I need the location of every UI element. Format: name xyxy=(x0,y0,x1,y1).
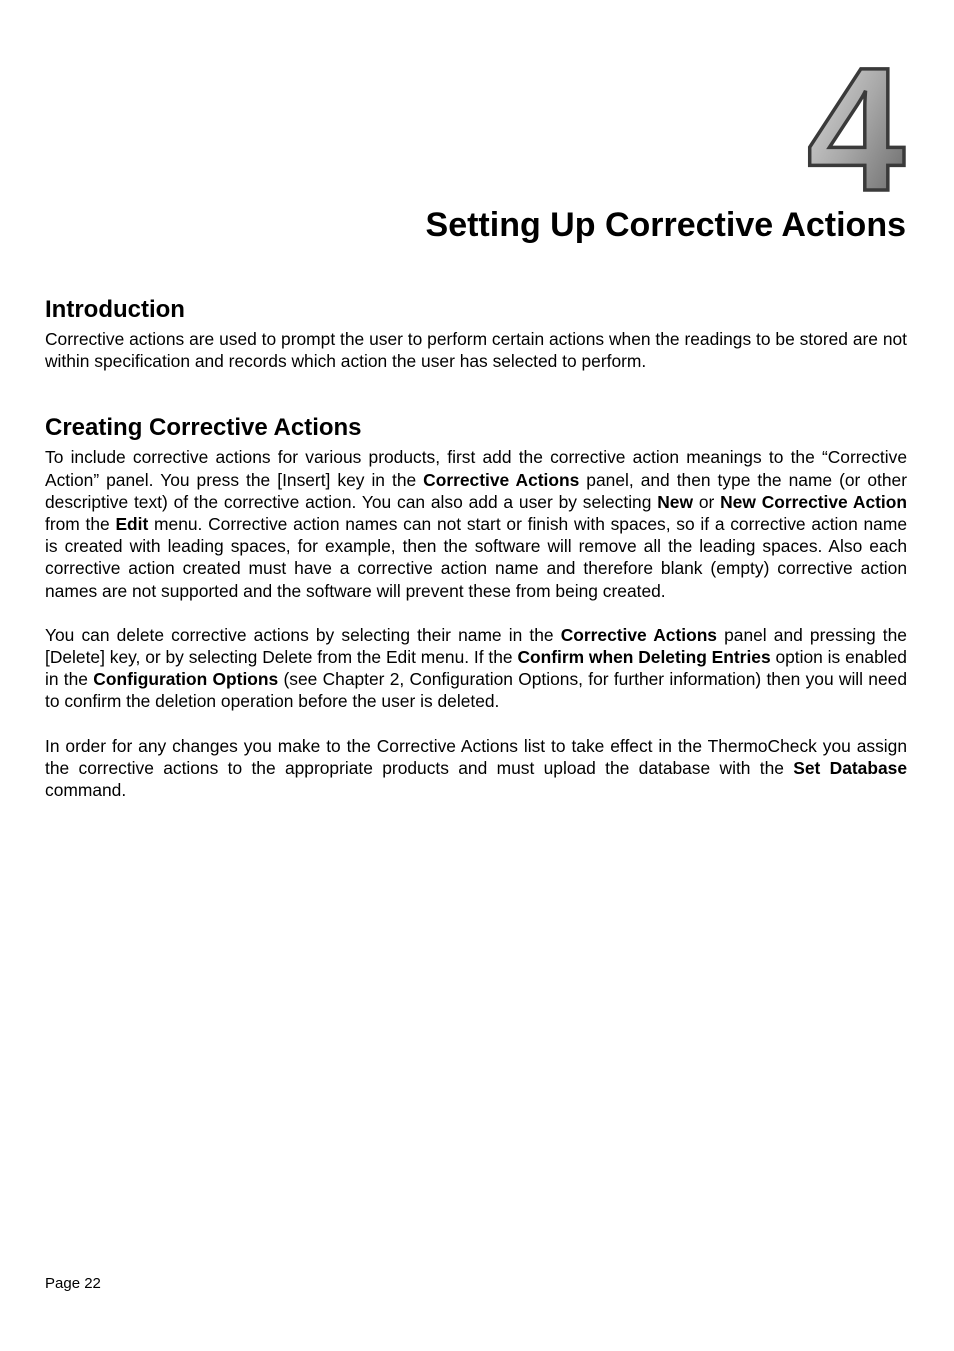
bold-term: Configuration Options xyxy=(93,669,279,690)
bold-term: Corrective Actions xyxy=(560,624,717,645)
text-run: In order for any changes you make to the Corrective Actions list to take effect in the ThermoCheck you assign the corrective actions to the appropriate products and must upload the database with the xyxy=(45,735,907,778)
text-run: from the xyxy=(45,514,116,535)
text-run: Corrective actions are used to prompt the user to perform certain actions when the readings to be stored are not within specification and records which action the user has selected to perform. xyxy=(45,329,907,372)
text-run: option is enabled in the xyxy=(45,647,907,690)
intro-paragraph xyxy=(45,328,907,372)
text-run: To include corrective actions for various products, first add the corrective action meanings to the “Corrective Action” panel. You press the [Insert] key in the xyxy=(45,447,907,490)
bold-term: New xyxy=(657,491,693,512)
chapter-number-text: 4 xyxy=(807,54,905,194)
text-run: panel, and then type the name (or other descriptive text) of the corrective action. You can also add a user by selecting xyxy=(45,469,907,512)
section-heading-creating: Creating Corrective Actions xyxy=(45,414,362,442)
bold-term: Corrective Actions xyxy=(423,469,580,490)
text-run: or xyxy=(693,491,721,512)
page-content xyxy=(45,296,907,801)
creating-paragraph-1 xyxy=(45,446,907,601)
bold-term: New Corrective Action xyxy=(720,491,907,512)
section-heading-introduction: Introduction xyxy=(45,296,185,323)
bold-term: Edit xyxy=(115,514,149,535)
bold-term: Confirm when Deleting Entries xyxy=(517,647,771,668)
text-run: menu. Corrective action names can not start or finish with spaces, so if a corrective action name is created with leading spaces, for example, then the software will remove all the leading spaces. Also each corrective action created must have a corrective action name and therefore blank (empty) corrective action names are not supported and the software will prevent these from being created. xyxy=(45,514,907,601)
text-run: panel and pressing the [Delete] key, or by selecting Delete from the Edit menu. If the xyxy=(45,624,907,668)
text-run: (see Chapter 2, Configuration Options, for further information) then you will need to confirm the deletion operation before the user is deleted. xyxy=(45,669,907,712)
chapter-title: Setting Up Corrective Actions xyxy=(425,206,906,244)
text-run: command. xyxy=(45,780,127,801)
bold-term: Set Database xyxy=(793,757,907,778)
creating-paragraph-3 xyxy=(45,735,907,802)
page-number: Page 22 xyxy=(45,1275,101,1292)
creating-paragraph-2 xyxy=(45,624,907,713)
chapter-number-graphic xyxy=(796,54,912,194)
text-run: You can delete corrective actions by selecting their name in the xyxy=(45,624,561,645)
